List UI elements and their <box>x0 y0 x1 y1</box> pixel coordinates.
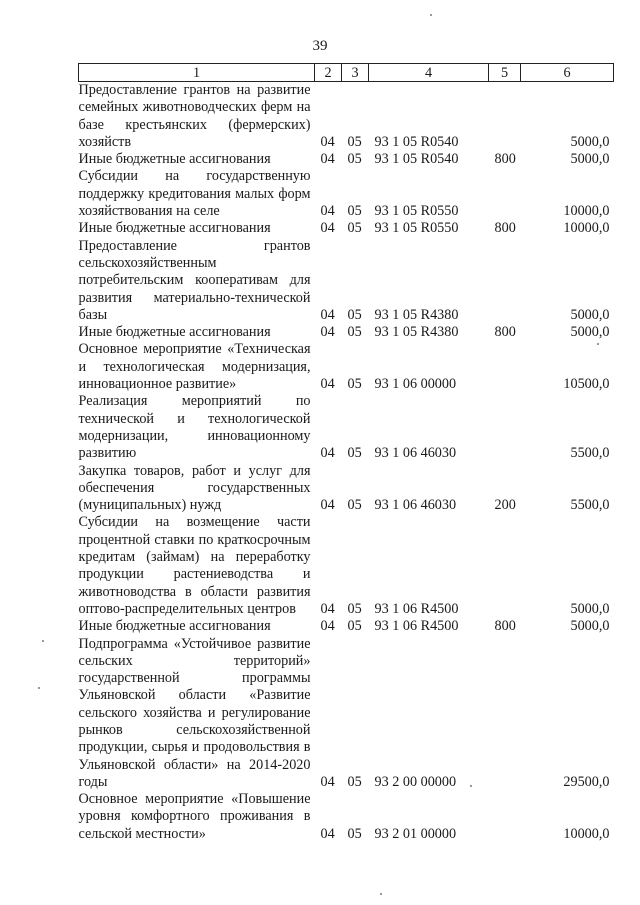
row-expense-type: 800 <box>494 324 516 341</box>
table-row <box>79 324 614 341</box>
row-chapter: 04 <box>320 497 335 514</box>
table-row <box>79 220 614 237</box>
row-chapter: 04 <box>320 324 335 341</box>
row-name: Реализация мероприятий по технической и технологической модернизации, инновационному развитию <box>78 393 311 462</box>
row-section: 05 <box>347 376 362 393</box>
row-chapter: 04 <box>320 220 335 237</box>
row-name: Основное мероприятие «Повышение уровня комфортного проживания в сельской местности» <box>78 791 311 842</box>
row-expense-type: 200 <box>494 497 516 514</box>
row-chapter: 04 <box>320 445 335 462</box>
table-row <box>79 393 614 462</box>
header-col-vr: 5 <box>489 64 521 82</box>
row-chapter: 04 <box>320 151 335 168</box>
table-row <box>79 514 614 618</box>
row-target-article: 93 1 05 R4380 <box>374 306 459 323</box>
row-name: Основное мероприятие «Техническая и технологическая модернизация, инновационное развитие» <box>78 341 311 393</box>
row-name: Субсидии на возмещение части процентной ставки по краткосрочным кредитам (займам) на переработку продукции растениеводства и животноводства в области развития оптово-распределительных центров <box>78 514 311 617</box>
row-expense-type: 800 <box>494 151 516 168</box>
scan-speck <box>38 687 40 689</box>
row-amount: 5000,0 <box>570 618 610 635</box>
table-row <box>79 238 614 324</box>
row-amount: 5000,0 <box>570 133 610 150</box>
row-target-article: 93 1 06 R4500 <box>374 600 459 617</box>
row-target-article: 93 2 01 00000 <box>374 825 457 842</box>
table-row <box>79 636 614 792</box>
row-section: 05 <box>347 306 362 323</box>
row-expense-type <box>489 341 521 393</box>
header-row <box>79 64 614 82</box>
row-name: Подпрограмма «Устойчивое развитие сельских территорий» государственной программы Ульяновской области «Развитие сельского хозяйства и регулирование рынков сельскохозяйственной продукции, сырья и продовольствия в Ульяновской области» на 2014-2020 годы <box>78 635 311 790</box>
row-expense-type <box>489 636 521 792</box>
row-target-article: 93 1 05 R0550 <box>374 203 459 220</box>
scan-speck <box>42 640 44 642</box>
header-col-chapter: 2 <box>315 64 342 82</box>
row-target-article: 93 2 00 00000 <box>374 773 457 790</box>
row-name: Иные бюджетные ассигнования <box>78 151 271 168</box>
row-section: 05 <box>347 618 362 635</box>
row-section: 05 <box>347 600 362 617</box>
page-number: 39 <box>312 38 328 54</box>
row-amount: 5500,0 <box>570 445 610 462</box>
row-amount: 5500,0 <box>570 497 610 514</box>
table-row <box>79 791 614 843</box>
scan-speck <box>597 343 599 345</box>
row-section: 05 <box>347 825 362 842</box>
row-amount: 5000,0 <box>570 600 610 617</box>
header-col-name: 1 <box>79 64 315 82</box>
row-target-article: 93 1 05 R0540 <box>374 133 459 150</box>
row-name: Субсидии на государственную поддержку кредитования малых форм хозяйствования на селе <box>78 168 311 220</box>
row-name: Закупка товаров, работ и услуг для обеспечения государственных (муниципальных) нужд <box>78 462 311 514</box>
row-section: 05 <box>347 445 362 462</box>
row-expense-type <box>489 791 521 843</box>
row-target-article: 93 1 05 R0550 <box>374 220 459 237</box>
row-section: 05 <box>347 773 362 790</box>
row-expense-type: 800 <box>494 618 516 635</box>
row-expense-type <box>489 514 521 618</box>
row-chapter: 04 <box>320 133 335 150</box>
row-expense-type <box>489 393 521 462</box>
row-expense-type <box>489 82 521 152</box>
table-row <box>79 82 614 152</box>
row-target-article: 93 1 06 R4500 <box>374 618 459 635</box>
scan-speck <box>380 893 382 895</box>
row-target-article: 93 1 06 46030 <box>374 497 457 514</box>
row-chapter: 04 <box>320 376 335 393</box>
row-amount: 10000,0 <box>563 203 610 220</box>
row-target-article: 93 1 05 R4380 <box>374 324 459 341</box>
row-target-article: 93 1 06 00000 <box>374 376 457 393</box>
row-section: 05 <box>347 151 362 168</box>
header-col-section: 3 <box>342 64 369 82</box>
header-col-csr: 4 <box>369 64 489 82</box>
table-body <box>79 82 614 844</box>
table-row <box>79 618 614 635</box>
row-name: Предоставление грантов на развитие семейных животноводческих ферм на базе крестьянских (фермерских) хозяйств <box>78 82 311 150</box>
row-amount: 5000,0 <box>570 324 610 341</box>
row-amount: 5000,0 <box>570 306 610 323</box>
row-target-article: 93 1 06 46030 <box>374 445 457 462</box>
row-target-article: 93 1 05 R0540 <box>374 151 459 168</box>
row-chapter: 04 <box>320 203 335 220</box>
row-name: Иные бюджетные ассигнования <box>78 324 271 341</box>
scan-speck <box>430 14 432 16</box>
row-section: 05 <box>347 133 362 150</box>
row-chapter: 04 <box>320 600 335 617</box>
row-section: 05 <box>347 220 362 237</box>
header-col-amount: 6 <box>521 64 614 82</box>
table-row <box>79 341 614 393</box>
row-amount: 5000,0 <box>570 151 610 168</box>
row-name: Иные бюджетные ассигнования <box>78 618 271 635</box>
row-amount: 10000,0 <box>563 220 610 237</box>
row-chapter: 04 <box>320 618 335 635</box>
row-expense-type <box>489 238 521 324</box>
row-section: 05 <box>347 203 362 220</box>
row-name: Иные бюджетные ассигнования <box>78 220 271 237</box>
row-expense-type <box>489 168 521 220</box>
row-name: Предоставление грантов сельскохозяйственным потребительским кооперативам для развития материально-технической базы <box>78 237 311 323</box>
row-amount: 10000,0 <box>563 825 610 842</box>
table-row <box>79 168 614 220</box>
scan-speck <box>470 785 472 787</box>
row-chapter: 04 <box>320 825 335 842</box>
budget-table <box>78 63 614 843</box>
row-section: 05 <box>347 324 362 341</box>
row-amount: 10500,0 <box>563 376 610 393</box>
row-amount: 29500,0 <box>563 773 610 790</box>
row-chapter: 04 <box>320 773 335 790</box>
table-row <box>79 463 614 515</box>
row-expense-type: 800 <box>494 220 516 237</box>
row-section: 05 <box>347 497 362 514</box>
row-chapter: 04 <box>320 306 335 323</box>
table-row <box>79 151 614 168</box>
